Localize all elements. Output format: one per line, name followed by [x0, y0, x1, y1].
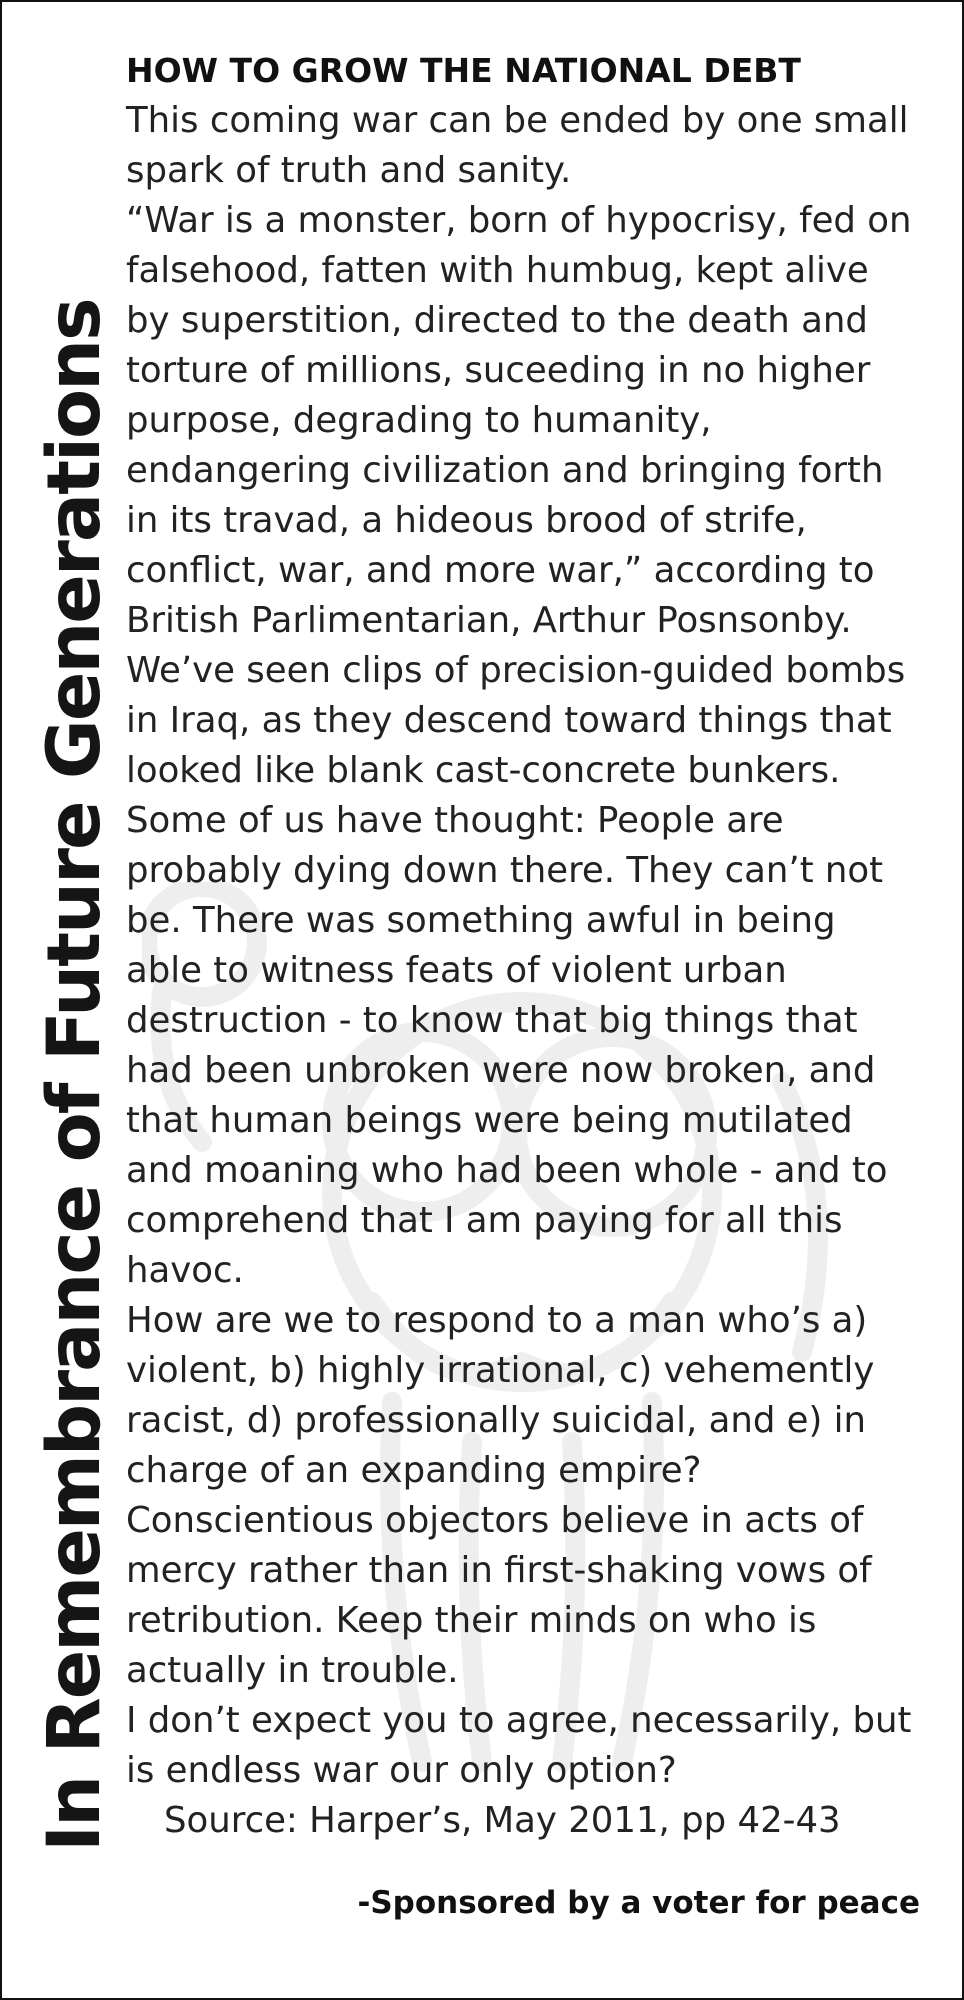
- paragraph: [126, 196, 936, 646]
- sponsor-line: -Sponsored by a voter for peace: [357, 1885, 920, 1921]
- paragraph-list: [126, 96, 936, 1796]
- source-citation: Source: Harper’s, May 2011, pp 42-43: [164, 1800, 841, 1841]
- text-line: in Iraq, as they descend toward things that: [126, 700, 892, 741]
- text-line: violent, b) highly irrational, c) vehemently: [126, 1350, 875, 1391]
- text-line: Some of us have thought: People are: [126, 800, 784, 841]
- text-line: in its travad, a hideous brood of strife,: [126, 500, 807, 541]
- text-line: probably dying down there. They can’t not: [126, 850, 884, 891]
- paragraph: [126, 646, 936, 1296]
- text-line: havoc.: [126, 1250, 244, 1291]
- paragraph: [126, 96, 936, 196]
- text-line: charge of an expanding empire?: [126, 1450, 702, 1491]
- paragraph: [126, 1496, 936, 1696]
- text-line: comprehend that I am paying for all this: [126, 1200, 843, 1241]
- text-line: This coming war can be ended by one small: [126, 100, 909, 141]
- text-line: and moaning who had been whole - and to: [126, 1150, 888, 1191]
- text-line: able to witness feats of violent urban: [126, 950, 787, 991]
- text-line: had been unbroken were now broken, and: [126, 1050, 876, 1091]
- article-body: [126, 48, 936, 1846]
- text-line: torture of millions, suceeding in no higher: [126, 350, 871, 391]
- text-line: How are we to respond to a man who’s a): [126, 1300, 868, 1341]
- paragraph: [126, 1296, 936, 1496]
- text-line: I don’t expect you to agree, necessarily, but: [126, 1700, 912, 1741]
- text-line: mercy rather than in first-shaking vows of: [126, 1550, 872, 1591]
- paragraph: [126, 1696, 936, 1796]
- text-line: We’ve seen clips of precision-guided bombs: [126, 650, 906, 691]
- text-line: actually in trouble.: [126, 1650, 459, 1691]
- text-line: is endless war our only option?: [126, 1750, 677, 1791]
- text-line: be. There was something awful in being: [126, 900, 836, 941]
- text-line: Conscientious objectors believe in acts of: [126, 1500, 864, 1541]
- text-line: by superstition, directed to the death and: [126, 300, 868, 341]
- side-title: In Remembrance of Future Generations: [32, 299, 117, 1852]
- text-line: destruction - to know that big things that: [126, 1000, 858, 1041]
- text-line: looked like blank cast-concrete bunkers.: [126, 750, 841, 791]
- headline: HOW TO GROW THE NATIONAL DEBT: [126, 51, 801, 90]
- text-line: racist, d) professionally suicidal, and e) in: [126, 1400, 867, 1441]
- text-line: endangering civilization and bringing forth: [126, 450, 884, 491]
- text-line: purpose, degrading to humanity,: [126, 400, 712, 441]
- text-line: conflict, war, and more war,” according to: [126, 550, 875, 591]
- text-line: falsehood, fatten with humbug, kept alive: [126, 250, 869, 291]
- text-line: British Parlimentarian, Arthur Posnsonby.: [126, 600, 852, 641]
- text-line: that human beings were being mutilated: [126, 1100, 853, 1141]
- text-line: spark of truth and sanity.: [126, 150, 572, 191]
- text-line: retribution. Keep their minds on who is: [126, 1600, 817, 1641]
- text-line: “War is a monster, born of hypocrisy, fed on: [126, 200, 912, 241]
